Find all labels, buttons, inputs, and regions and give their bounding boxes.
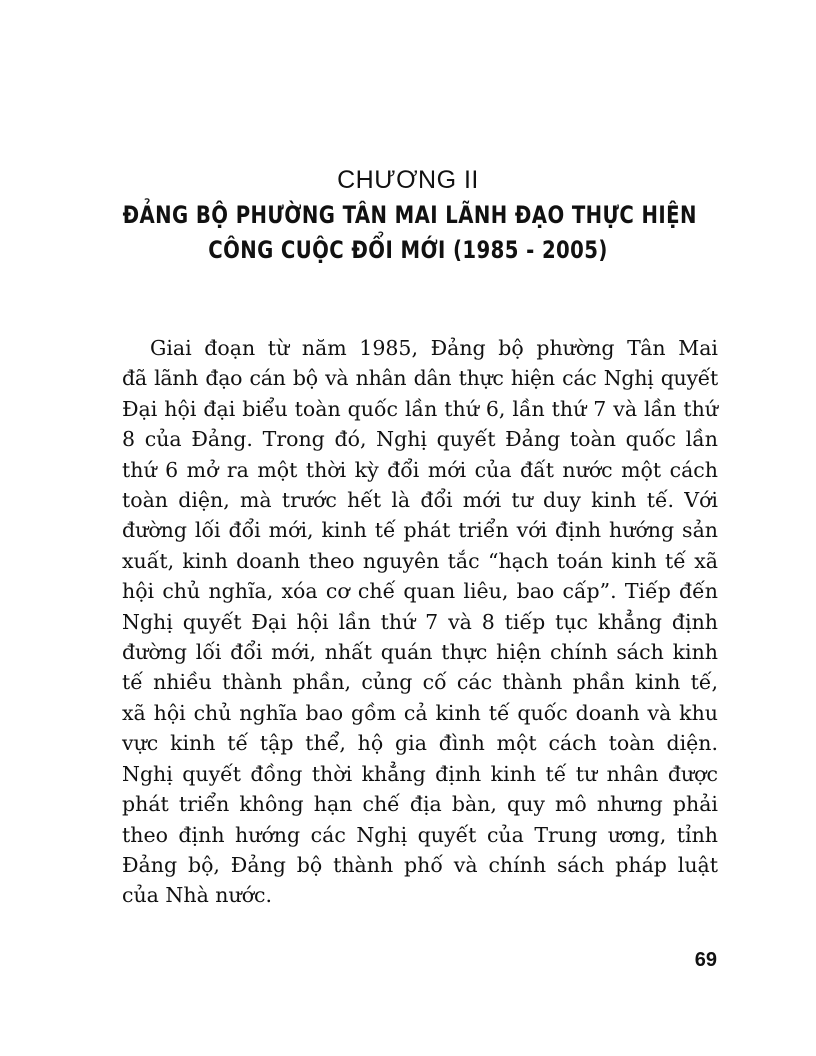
body-line: Giai đoạn từ năm 1985, Đảng bộ phường Tân Mai (150, 336, 718, 360)
chapter-title-line-1: ĐẢNG BỘ PHƯỜNG TÂN MAI LÃNH ĐẠO THỰC HIỆN (122, 201, 697, 229)
body-line: xã hội chủ nghĩa bao gồm cả kinh tế quốc doanh và khu (122, 700, 718, 725)
body-line: 8 của Đảng. Trong đó, Nghị quyết Đảng toàn quốc lần (122, 427, 718, 452)
body-line: Đảng bộ, Đảng bộ thành phố và chính sách pháp luật (122, 852, 718, 877)
page-number: 69 (694, 949, 717, 971)
body-line: Đại hội đại biểu toàn quốc lần thứ 6, lần thứ 7 và lần thứ (122, 396, 718, 421)
chapter-title (122, 198, 697, 268)
body-line: toàn diện, mà trước hết là đổi mới tư duy kinh tế. Với (122, 488, 718, 513)
body-paragraph (122, 333, 718, 911)
body-line: đường lối đổi mới, kinh tế phát triển với định hướng sản (122, 518, 718, 543)
chapter-title-line-2: CÔNG CUỘC ĐỔI MỚI (1985 - 2005) (208, 236, 608, 264)
body-line: tế nhiều thành phần, củng cố các thành phần kinh tế, (122, 670, 718, 695)
body-line: phát triển không hạn chế địa bàn, quy mô nhưng phải (122, 792, 718, 817)
body-line: Nghị quyết đồng thời khẳng định kinh tế tư nhân được (122, 761, 718, 786)
body-line: Nghị quyết Đại hội lần thứ 7 và 8 tiếp tục khẳng định (122, 609, 718, 634)
body-line: đường lối đổi mới, nhất quán thực hiện chính sách kinh (122, 640, 718, 665)
body-line: của Nhà nước. (122, 883, 273, 908)
body-line: vực kinh tế tập thể, hộ gia đình một cách toàn diện. (122, 731, 718, 756)
body-line: theo định hướng các Nghị quyết của Trung ương, tỉnh (122, 822, 718, 847)
body-line: xuất, kinh doanh theo nguyên tắc “hạch toán kinh tế xã (122, 548, 718, 573)
body-line: hội chủ nghĩa, xóa cơ chế quan liêu, bao cấp”. Tiếp đến (122, 579, 718, 604)
body-line: đã lãnh đạo cán bộ và nhân dân thực hiện các Nghị quyết (122, 366, 718, 391)
body-line: thứ 6 mở ra một thời kỳ đổi mới của đất nước một cách (122, 457, 718, 482)
chapter-label: CHƯƠNG II (337, 166, 479, 194)
